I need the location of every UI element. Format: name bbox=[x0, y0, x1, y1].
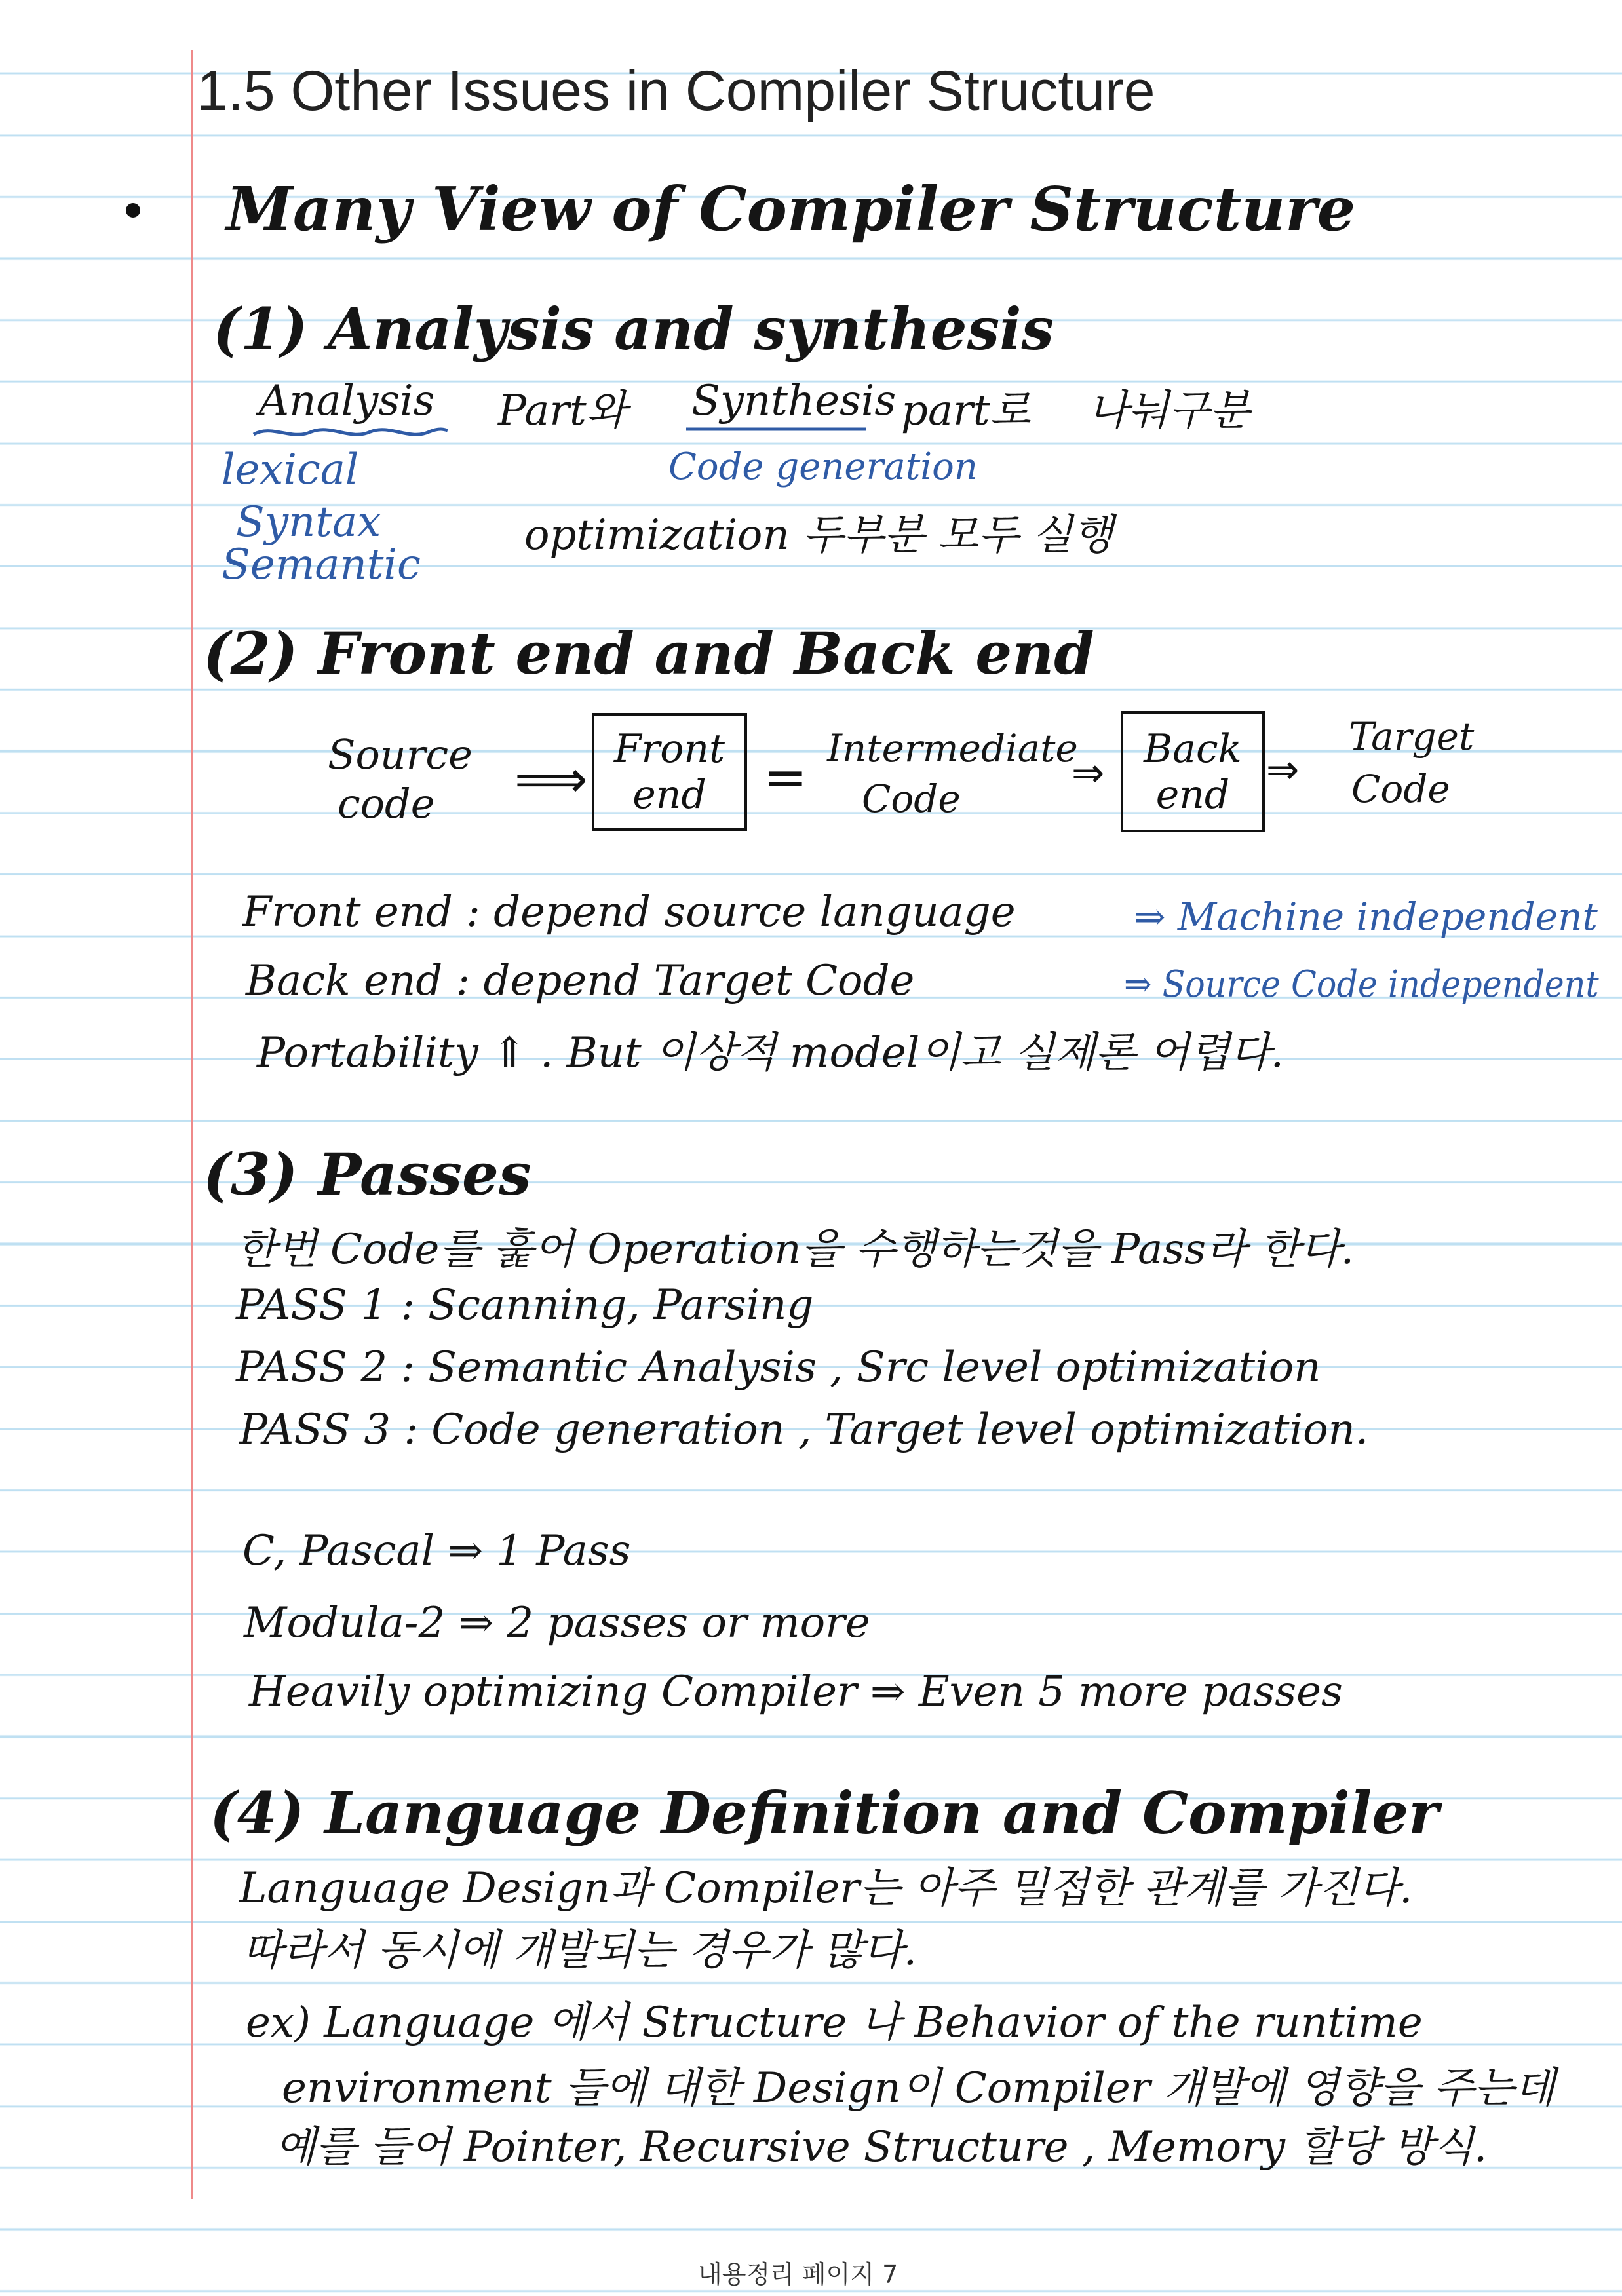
double-arrow-icon: ⟹ bbox=[514, 750, 588, 809]
s4-line-2: 따라서 동시에 개발되는 경우가 많다. bbox=[242, 1926, 917, 1975]
equals-icon: = bbox=[763, 747, 808, 808]
arrow-icon: ⇒ bbox=[1072, 750, 1105, 796]
analysis-underline bbox=[252, 423, 449, 442]
optimization-line: optimization 두부분 모두 실행 bbox=[524, 511, 1113, 560]
diagram-intermediate-2: Code bbox=[862, 776, 961, 821]
diagram-target-1: Target bbox=[1349, 714, 1475, 759]
back-end-blue-note: ⇒ Source Code independent bbox=[1124, 963, 1599, 1006]
back-end-label-1: Back bbox=[1144, 725, 1242, 772]
synthesis-word: Synthesis bbox=[691, 377, 897, 425]
heavily-line: Heavily optimizing Compiler ⇒ Even 5 more passes bbox=[249, 1668, 1343, 1716]
back-end-label-2: end bbox=[1155, 771, 1230, 818]
pass-definition: 한번 Code를 훑어 Operation을 수행하는것을 Pass라 한다. bbox=[236, 1225, 1355, 1274]
section-2-heading: (2) Front end and Back end bbox=[203, 619, 1094, 687]
blue-semantic: Semantic bbox=[222, 541, 421, 589]
blue-code-generation: Code generation bbox=[668, 446, 978, 488]
s4-line-5: 예를 들어 Pointer, Recursive Structure , Memory 할당 방식. bbox=[275, 2123, 1488, 2172]
section-3-heading: (3) Passes bbox=[203, 1140, 531, 1208]
bullet-heading: Many View of Compiler Structure bbox=[226, 174, 1356, 244]
bullet-point bbox=[126, 203, 140, 218]
front-end-label-2: end bbox=[632, 772, 706, 818]
pass-1-line: PASS 1 : Scanning, Parsing bbox=[236, 1281, 814, 1330]
analysis-word: Analysis bbox=[259, 377, 435, 425]
page-footer: 내용정리 페이지 7 bbox=[698, 2260, 898, 2289]
part-ro: part로 bbox=[901, 387, 1031, 435]
section-4-heading: (4) Language Definition and Compiler bbox=[210, 1779, 1439, 1847]
blue-lexical: lexical bbox=[222, 446, 359, 494]
diagram-target-2: Code bbox=[1351, 767, 1450, 811]
margin-line bbox=[191, 50, 193, 2199]
divide-text: 나눠구분 bbox=[1088, 387, 1250, 435]
diagram-source-2: code bbox=[338, 780, 435, 828]
front-end-desc: Front end : depend source language bbox=[242, 888, 1016, 936]
s4-line-1: Language Design과 Compiler는 아주 밀접한 관계를 가진다. bbox=[239, 1864, 1413, 1913]
front-end-label-1: Front bbox=[613, 726, 725, 772]
diagram-source-1: Source bbox=[328, 731, 473, 778]
pass-2-line: PASS 2 : Semantic Analysis , Src level optimization bbox=[236, 1343, 1321, 1392]
pass-3-line: PASS 3 : Code generation , Target level optimization. bbox=[239, 1406, 1369, 1454]
back-end-desc: Back end : depend Target Code bbox=[246, 957, 915, 1005]
synthesis-underline bbox=[685, 423, 868, 436]
blue-syntax: Syntax bbox=[236, 498, 381, 546]
s4-line-4: environment 들에 대한 Design이 Compiler 개발에 영향을 주는데 bbox=[282, 2064, 1555, 2113]
portability-line: Portability ⇑ . But 이상적 model이고 실제론 어렵다. bbox=[257, 1029, 1284, 1077]
part-wa: Part와 bbox=[498, 387, 627, 435]
front-end-box bbox=[592, 713, 747, 831]
page-title: 1.5 Other Issues in Compiler Structure bbox=[197, 60, 1155, 123]
back-end-box bbox=[1121, 711, 1265, 832]
front-end-blue-note: ⇒ Machine independent bbox=[1134, 894, 1598, 939]
diagram-intermediate-1: Intermediate bbox=[827, 726, 1078, 771]
c-pascal-line: C, Pascal ⇒ 1 Pass bbox=[242, 1527, 631, 1575]
modula-line: Modula-2 ⇒ 2 passes or more bbox=[244, 1599, 870, 1647]
section-1-heading: (1) Analysis and synthesis bbox=[213, 295, 1054, 363]
s4-line-3: ex) Language 에서 Structure 나 Behavior of the runtime bbox=[246, 1999, 1423, 2047]
arrow-icon: ⇒ bbox=[1266, 747, 1300, 793]
